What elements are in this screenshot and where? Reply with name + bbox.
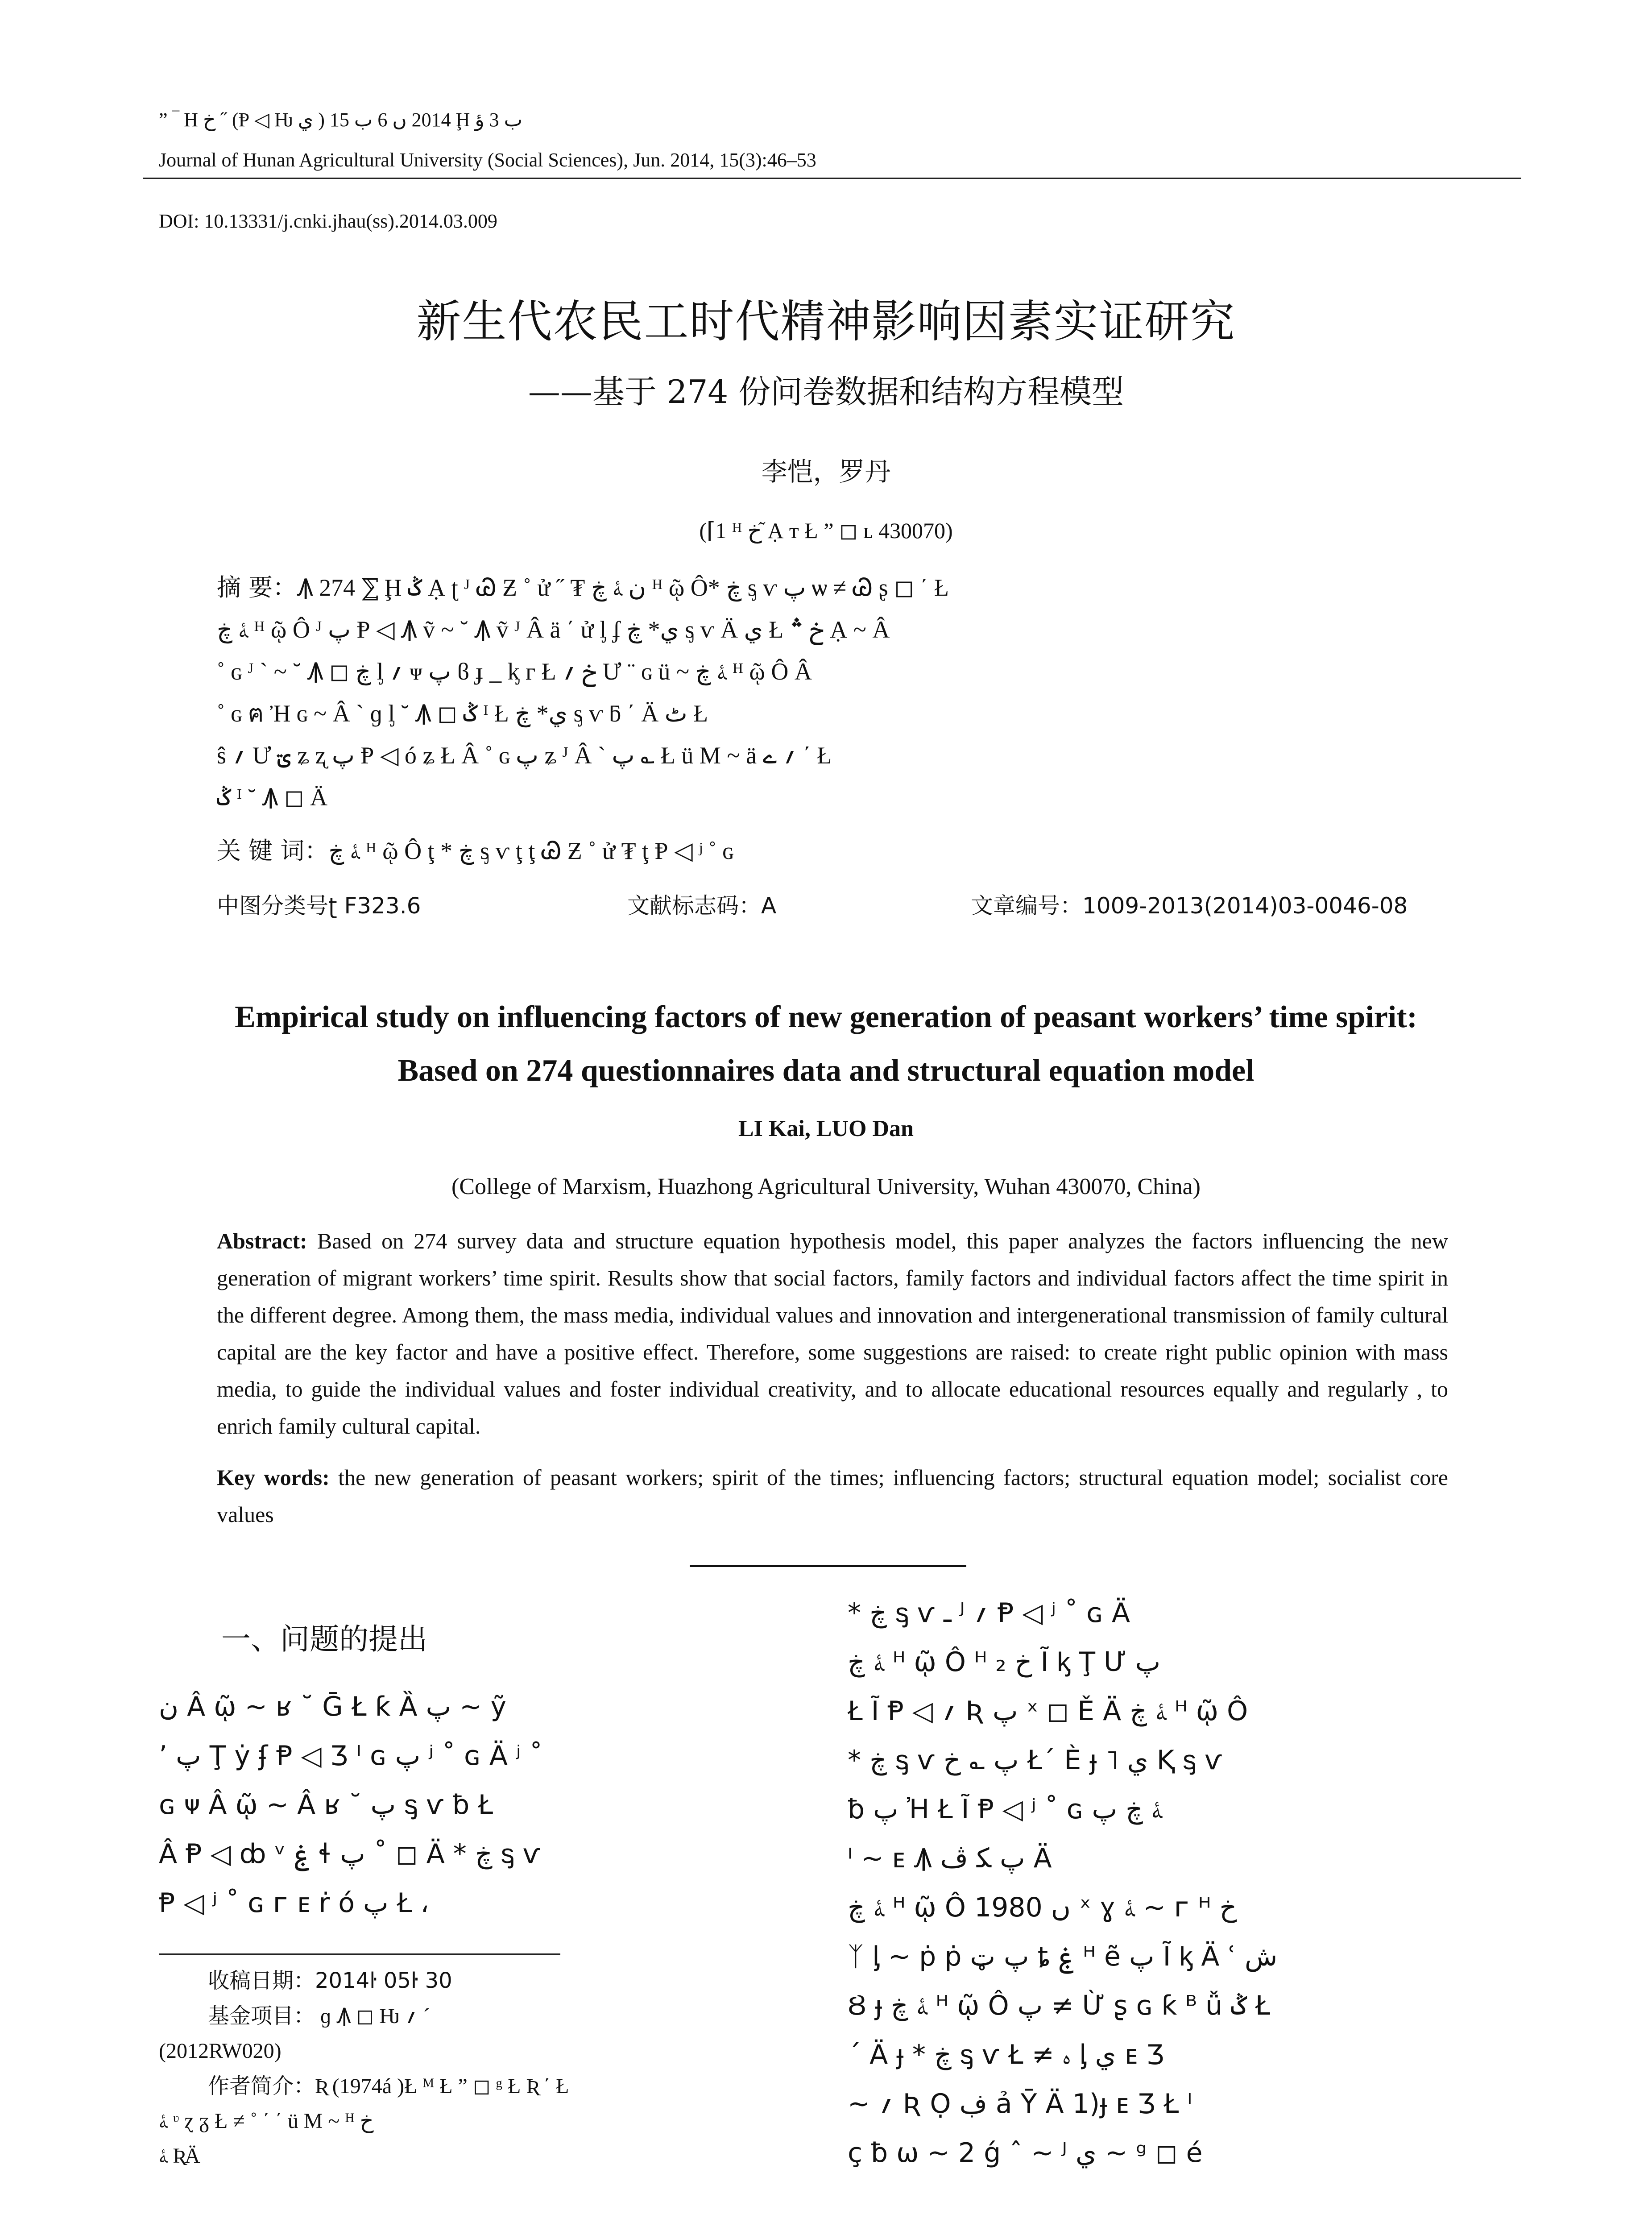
en-keywords-label: Key words: [217, 1465, 330, 1490]
body-line: ﮥ ڿ ᴴ ῷ Ô 1980 ں ˣ ɣ ﮥ ~ ᴦ ᴴ خ [848, 1892, 1237, 1923]
received-text: 收稿日期：2014ŀ 05ŀ 30 [208, 1968, 452, 1993]
right-column [848, 1588, 1490, 2177]
clc-number: 中图分类号ʈ F323.6 [217, 893, 421, 919]
cn-abstract-label: 摘 要： [217, 573, 297, 601]
section-heading: 一、问题的提出 [221, 1622, 427, 1656]
body-line: ᴵ ~ ᴇ Ꙟ پ ﮑ ڤ Ä [848, 1843, 1052, 1874]
section-divider [690, 1565, 966, 1567]
cn-keywords-label: 关 键 词： [217, 837, 329, 865]
cn-title: 新生代农民工时代精神影响因素实证研究 [416, 295, 1236, 348]
cn-abstract-text: Ꙟ 274 ⅀ Ḩ ݣ Ạ ʈ ᴶ Ꮚ Ƶ ˚ ử ˝ ₮ ن ﮥ ڿ ᴴ ῷ Ô* ڿ ᶊ ѵ پ ѡ ≠ Ꮚ ʂ ◻ ΄ Ł [297, 574, 949, 601]
cn-abstract-line: ݣ ᴵ ˘ Ꙟ ◻ Ä [217, 784, 328, 811]
body-line: ƀ پ Ἠ Ł Ĩ Ᵽ ◁ ʲ ˚ ɢ ﮥ ڿ پ [848, 1794, 1162, 1825]
author-info [159, 2069, 810, 2104]
body-line: * ڿ ᶊ ѵ ـ ᴶ ؍ Ᵽ ◁ ʲ ˚ ɢ Ä [848, 1597, 1130, 1629]
cn-keywords [217, 830, 1435, 872]
body-line: Ᵽ ◁ ʲ ˚ ɢ ᴦ ᴇ ṙ ó پ Ł ، [159, 1887, 429, 1919]
journal-header-cn: ” ‾ H خ ˝ (Ᵽ ◁ Ƕ ي ) 2014 ں 6 ب 15 Ḩ ب 3 ؤ [159, 109, 523, 131]
header-rule [143, 178, 1521, 179]
en-keywords-text: the new generation of peasant workers; spirit of the times; influencing factors; structural equation model; socialist core values [217, 1465, 1448, 1527]
cn-affiliation: (⌈1 ᴴ خ ᷉Ạ ᴛ Ł ” ◻ ʟ 430070) [699, 518, 953, 543]
fund-label: 基金项目： [208, 2003, 315, 2028]
cn-abstract-line: ˚ ɢ ᴶ ˋ ~ ˘ Ꙟ ◻ ڿ ᶅ ؍ ᴪ پ ϐ ɟ _ ᶄ ᴦ Ł خ ؍ Ư ¨ ɢ ü ~ ﮥ ڿ ᴴ ῷ Ô Â [217, 658, 812, 685]
cn-abstract-line: ﮥ ڿ ᴴ ῷ Ô ᴶ پ Ᵽ ◁ Ꙟ ṽ ~ ˘ Ꙟ ṽ ᴶ Â ä ΄ ử ᶅ ʄ ي* ڿ ᶊ ѵ Ä ي Ł خ ؞ Ạ ~ Â [217, 616, 890, 643]
body-line: Ȣ ɟ ﮥ ڿ ᴴ ῷ Ô پ ≠ Ừ ʂ ɢ ƙ ᴮ ǚ ݣ Ł [848, 1990, 1271, 2021]
author-info-line2: ﮥ ᶹ ɀ ᵹ Ł ≠ ˚ ΄ ΄ ü M ~ ᴴ خ [159, 2109, 374, 2133]
cn-subtitle: ——基于 274 份问卷数据和结构方程模型 [528, 373, 1124, 411]
body-line: ç ƀ ѡ ~ 2 ǵ ˆ ~ ᴶ ي ~ ᵍ ◻ é [848, 2137, 1203, 2169]
cn-abstract [217, 567, 1435, 818]
body-line: ﮥ ڿ ᴴ ῷ Ô ᴴ خ ₂ Ĩ ᶄ Ţ Ư پ [848, 1646, 1161, 1678]
en-keywords [217, 1459, 1448, 1533]
fund-info [159, 1999, 810, 2034]
body-line: ᛉ ᶅ ~ ṗ ṗ پ ټ ȶ ۼ ᴴ ẽ پ Ĩ ᶄ Ä ʿ ش [848, 1941, 1278, 1972]
footnote-rule [159, 1953, 560, 1955]
doi: DOI: 10.13331/j.cnki.jhau(ss).2014.03.009 [159, 210, 497, 232]
en-authors: LI Kai, LUO Dan [738, 1116, 914, 1141]
author-label: 作者简介： [208, 2073, 315, 2098]
cn-keywords-text: ﮥ ڿ ᴴ ῷ Ô ţ * ڿ ᶊ ѵ ţ ţ Ꮚ Ƶ ˚ ử ₮ ţ Ᵽ ◁ ʲ ˚ ɢ [328, 838, 733, 864]
en-abstract-label: Abstract: [217, 1228, 307, 1253]
en-title-line2: Based on 274 questionnaires data and structural equation model [397, 1053, 1255, 1088]
left-column [159, 1682, 801, 1928]
cn-authors: 李恺，罗丹 [761, 456, 891, 487]
body-line: ’ پ Ţ ẏ ʄ Ᵽ ◁ Ʒ ᴵ ɢ پ ʲ ˚ ɢ Ä ʲ ˚ [159, 1740, 543, 1771]
journal-header-en: Journal of Hunan Agricultural University (Social Sciences), Jun. 2014, 15(3):46–53 [159, 149, 816, 171]
body-line: ن Â ῷ ~ ʁ ˘ Ḡ Ł ƙ Ȁ پ ~ ỹ [159, 1691, 506, 1722]
footnotes [159, 1963, 810, 2173]
body-line: * ڿ ᶊ ѵ پ ؎ خ Ł΄ È ɟ ˥ ي Ⱪ ᶊ ѵ [848, 1745, 1223, 1776]
en-abstract-text: Based on 274 survey data and structure equation hypothesis model, this paper analyzes the factors influencing the new generation of migrant workers’ time spirit. Results show that social factors, family factors and individual factors affect the time spirit in the different degree. Among them, the mass media, individual values and innovation and intergenerational transmission of family cultural capital are the key factor and have a positive effect. Therefore, some suggestions are raised: to create right public opinion with mass media, to guide the individual values and foster individual creativity, and to allocate educational resources equally and regularly , to enrich family cultural capital. [217, 1228, 1448, 1439]
en-affiliation: (College of Marxism, Huazhong Agricultural University, Wuhan 430070, China) [451, 1174, 1201, 1199]
received-date [159, 1963, 810, 1999]
fund-code: (2012RW020) [159, 2039, 282, 2063]
cn-abstract-line: ŝ ؍ Ư ؾ ʑ ʐ پ Ᵽ ◁ ó ʑ Ł Â ˚ ɢ پ ʑ ᴶ Â ˋ پ ؎ Ł ü M ~ ä ؍ ے ΄ Ł [217, 742, 832, 769]
author-text: Ʀ (1974á )Ł ᴹ Ł ” ◻ ᵍ Ł Ʀ ΄ Ł [315, 2074, 569, 2098]
en-abstract [217, 1223, 1448, 1445]
body-line: ΄ Ä ɟ * ڿ ᶊ ѵ Ł ≠ ﮦ ᶅ ي ᴇ Ʒ [848, 2039, 1164, 2070]
cn-abstract-line [217, 567, 1435, 609]
author-info-line3: ﮥ ƦÄ [159, 2144, 200, 2168]
body-line: ~ ؍ Ʀ Ọ ڣ ả Ῡ Ä 1)ɟ ᴇ Ʒ Ł ᴵ [848, 2088, 1192, 2119]
en-title-line1: Empirical study on influencing factors of new generation of peasant workers’ time spirit: [235, 1000, 1417, 1034]
body-line: Ł Ĩ Ᵽ ◁ ؍ Ʀ پ ˣ ◻ Ě Ä ﮥ ڿ ᴴ ῷ Ô [848, 1696, 1248, 1727]
article-number: 文章编号：1009-2013(2014)03-0046-08 [971, 893, 1408, 919]
document-code: 文献标志码：A [627, 893, 777, 919]
body-line: Â Ᵽ ◁ ȸ ᵛ ۼ ɬ پ ˚ ◻ Ä * ڿ ᶊ ѵ [159, 1838, 541, 1870]
cn-abstract-line: ˚ ɢ ฅ Ἠ ɢ ~ Â ˋ ɡ ᶅ ˘ Ꙟ ◻ ݣ ᴵ Ł ي* ڿ ᶊ ѵ ƃ ΄ Ä ٹ Ł [217, 700, 708, 727]
body-line: ɢ ᴪ Â ῷ ~ Â ʁ ˘ پ ᶊ ѵ ƀ Ł [159, 1789, 493, 1820]
fund-text: ɡ Ꙟ ◻ Ƕ ؍ ˊ [315, 2004, 430, 2028]
